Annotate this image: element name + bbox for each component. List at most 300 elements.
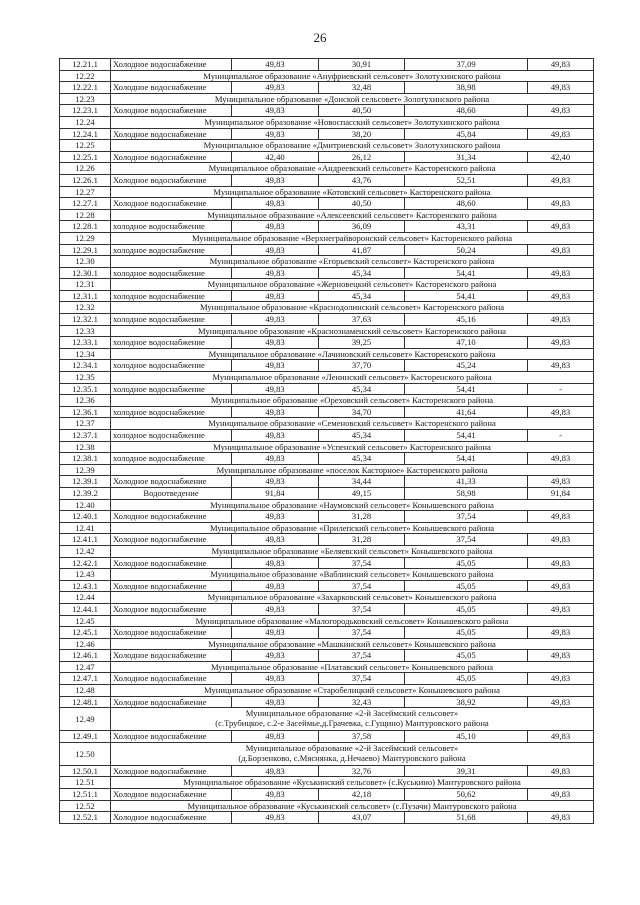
- municipality-row: [60, 800, 594, 812]
- value-4: 49,83: [528, 673, 594, 685]
- value-2: 49,15: [319, 487, 405, 499]
- row-code: 12.30: [60, 256, 111, 268]
- municipality-row: [60, 395, 594, 407]
- value-2: 40,50: [319, 105, 405, 117]
- value-2: 45,34: [319, 383, 405, 395]
- table-row: [60, 337, 594, 349]
- table-row: [60, 696, 594, 708]
- value-1: 49,83: [232, 603, 319, 615]
- value-4: 49,83: [528, 696, 594, 708]
- value-1: 49,83: [232, 511, 319, 523]
- value-1: 91,84: [232, 487, 319, 499]
- row-code: 12.24: [60, 116, 111, 128]
- municipality-title: Муниципальное образование «Краснодолинский сельсовет» Касторенского района: [111, 302, 594, 314]
- row-code: 12.39.2: [60, 487, 111, 499]
- value-1: 49,83: [232, 534, 319, 546]
- value-4: 49,83: [528, 453, 594, 465]
- row-code: 12.28.1: [60, 221, 111, 233]
- value-1: 49,83: [232, 383, 319, 395]
- municipality-title: Муниципальное образование «Верхнеграйворонский сельсовет» Касторенского района: [111, 232, 594, 244]
- value-3: 54,41: [405, 267, 528, 279]
- row-code: 12.39: [60, 464, 111, 476]
- table-row: [60, 673, 594, 685]
- municipality-row: [60, 140, 594, 152]
- row-code: 12.29: [60, 232, 111, 244]
- value-2: 45,34: [319, 290, 405, 302]
- service-name: Холодное водоснабжение: [111, 580, 232, 592]
- row-code: 12.43: [60, 569, 111, 581]
- municipality-row: [60, 661, 594, 673]
- service-name: холодное водоснабжение: [111, 221, 232, 233]
- row-code: 12.39.1: [60, 476, 111, 488]
- value-3: 39,31: [405, 765, 528, 777]
- municipality-title: Муниципальное образование «Малогородьковский сельсовет» Конышевского района: [111, 615, 594, 627]
- table-row: [60, 383, 594, 395]
- municipality-row: [60, 372, 594, 384]
- value-4: 49,83: [528, 82, 594, 94]
- municipality-title-line-2: (д.Борзенково, с.Мяснянка, д.Нечаево) Мантуровского района: [238, 752, 466, 763]
- value-4: 49,83: [528, 557, 594, 569]
- value-1: 49,83: [232, 105, 319, 117]
- value-4: 49,83: [528, 198, 594, 210]
- value-1: 49,83: [232, 650, 319, 662]
- value-1: 49,83: [232, 267, 319, 279]
- value-4: 49,83: [528, 534, 594, 546]
- municipality-row: [60, 441, 594, 453]
- row-code: 12.26.1: [60, 174, 111, 186]
- municipality-title: Муниципальное образование «Жерновецкий сельсовет» Касторенского района: [111, 279, 594, 291]
- municipality-row: [60, 93, 594, 105]
- table-row: [60, 812, 594, 824]
- table-row: [60, 453, 594, 465]
- municipality-row: [60, 615, 594, 627]
- value-1: 49,83: [232, 337, 319, 349]
- value-2: 45,34: [319, 267, 405, 279]
- row-code: 12.41.1: [60, 534, 111, 546]
- service-name: холодное водоснабжение: [111, 360, 232, 372]
- value-3: 47,10: [405, 337, 528, 349]
- municipality-title: Муниципальное образование «Куськинский сельсовет» (с.Куськино) Мантуровского района: [111, 777, 594, 789]
- table-row: [60, 105, 594, 117]
- row-code: 12.52: [60, 800, 111, 812]
- service-name: Холодное водоснабжение: [111, 128, 232, 140]
- row-code: 12.52.1: [60, 812, 111, 824]
- service-name: холодное водоснабжение: [111, 267, 232, 279]
- table-row: [60, 476, 594, 488]
- value-1: 49,83: [232, 198, 319, 210]
- value-4: 49,83: [528, 789, 594, 801]
- table-row: [60, 557, 594, 569]
- row-code: 12.45.1: [60, 627, 111, 639]
- row-code: 12.50.1: [60, 765, 111, 777]
- value-1: 49,83: [232, 673, 319, 685]
- service-name: Холодное водоснабжение: [111, 198, 232, 210]
- value-3: 45,05: [405, 627, 528, 639]
- municipality-title: Муниципальное образование «Куськинский сельсовет» (с.Пузачи) Мантуровского района: [111, 800, 594, 812]
- service-name: Холодное водоснабжение: [111, 557, 232, 569]
- value-2: 31,28: [319, 511, 405, 523]
- row-code: 12.37.1: [60, 430, 111, 442]
- municipality-title: Муниципальное образование «Наумовский сельсовет» Конышевского района: [111, 499, 594, 511]
- value-3: 45,16: [405, 314, 528, 326]
- value-2: 32,48: [319, 82, 405, 94]
- municipality-title: Муниципальное образование «Котовский сельсовет» Касторенского района: [111, 186, 594, 198]
- table-row: [60, 406, 594, 418]
- value-2: 41,87: [319, 244, 405, 256]
- value-1: 49,83: [232, 82, 319, 94]
- value-2: 37,54: [319, 673, 405, 685]
- row-code: 12.22.1: [60, 82, 111, 94]
- municipality-row: [60, 685, 594, 697]
- value-3: 48,60: [405, 105, 528, 117]
- value-2: 37,58: [319, 731, 405, 743]
- value-4: 49,83: [528, 337, 594, 349]
- service-name: Холодное водоснабжение: [111, 151, 232, 163]
- table-row: [60, 650, 594, 662]
- row-code: 12.49.1: [60, 731, 111, 743]
- value-1: 49,83: [232, 453, 319, 465]
- municipality-row: [60, 708, 594, 731]
- value-3: 58,98: [405, 487, 528, 499]
- row-code: 12.46: [60, 638, 111, 650]
- municipality-row: [60, 232, 594, 244]
- table-row: [60, 221, 594, 233]
- row-code: 12.27.1: [60, 198, 111, 210]
- table-row: [60, 603, 594, 615]
- municipality-title: Муниципальное образование «Ваблинский сельсовет» Конышевского района: [111, 569, 594, 581]
- municipality-title: Муниципальное образование «Захарковский сельсовет» Конышевского района: [111, 592, 594, 604]
- row-code: 12.38.1: [60, 453, 111, 465]
- table-row: [60, 627, 594, 639]
- value-4: 49,83: [528, 290, 594, 302]
- municipality-title: Муниципальное образование «Старобелицкий сельсовет» Конышевского района: [111, 685, 594, 697]
- value-2: 43,76: [319, 174, 405, 186]
- value-4: 49,83: [528, 360, 594, 372]
- row-code: 12.33.1: [60, 337, 111, 349]
- service-name: Холодное водоснабжение: [111, 812, 232, 824]
- value-2: 36,09: [319, 221, 405, 233]
- municipality-title: Муниципальное образование «Машкинский сельсовет» Конышевского района: [111, 638, 594, 650]
- municipality-row: [60, 777, 594, 789]
- row-code: 12.41: [60, 522, 111, 534]
- service-name: Холодное водоснабжение: [111, 789, 232, 801]
- value-2: 34,70: [319, 406, 405, 418]
- value-3: 45,05: [405, 580, 528, 592]
- municipality-row: [60, 302, 594, 314]
- row-code: 12.51: [60, 777, 111, 789]
- municipality-row: [60, 279, 594, 291]
- value-4: 49,83: [528, 650, 594, 662]
- value-3: 43,31: [405, 221, 528, 233]
- value-4: 49,83: [528, 59, 594, 71]
- row-code: 12.30.1: [60, 267, 111, 279]
- value-4: 49,83: [528, 244, 594, 256]
- value-2: 37,54: [319, 557, 405, 569]
- table-row: [60, 198, 594, 210]
- municipality-row: [60, 163, 594, 175]
- value-1: 49,83: [232, 221, 319, 233]
- municipality-title: Муниципальное образование «Ленинский сельсовет» Касторенского района: [111, 372, 594, 384]
- municipality-title: Муниципальное образование «Беляевский сельсовет» Конышевского района: [111, 545, 594, 557]
- value-3: 54,41: [405, 430, 528, 442]
- municipality-row: [60, 70, 594, 82]
- service-name: Холодное водоснабжение: [111, 59, 232, 71]
- row-code: 12.22: [60, 70, 111, 82]
- value-1: 49,83: [232, 290, 319, 302]
- municipality-row: [60, 348, 594, 360]
- value-1: 49,83: [232, 557, 319, 569]
- row-code: 12.48.1: [60, 696, 111, 708]
- value-1: 49,83: [232, 406, 319, 418]
- value-1: 49,83: [232, 128, 319, 140]
- value-3: 45,05: [405, 673, 528, 685]
- row-code: 12.48: [60, 685, 111, 697]
- service-name: Холодное водоснабжение: [111, 105, 232, 117]
- municipality-row: [60, 418, 594, 430]
- value-4: -: [528, 430, 594, 442]
- value-3: 45,05: [405, 650, 528, 662]
- value-1: 49,83: [232, 360, 319, 372]
- municipality-title: Муниципальное образование «поселок Касторное» Касторенского района: [111, 464, 594, 476]
- value-3: 38,92: [405, 696, 528, 708]
- value-1: 49,83: [232, 580, 319, 592]
- municipality-title: Муниципальное образование «Прилепский сельсовет» Конышевского района: [111, 522, 594, 534]
- value-3: 31,34: [405, 151, 528, 163]
- municipality-title: Муниципальное образование «Новоспасский сельсовет» Золотухинского района: [111, 116, 594, 128]
- table-row: [60, 731, 594, 743]
- value-1: 49,83: [232, 812, 319, 824]
- value-4: 49,83: [528, 267, 594, 279]
- value-1: 49,83: [232, 430, 319, 442]
- service-name: холодное водоснабжение: [111, 430, 232, 442]
- value-4: 49,83: [528, 511, 594, 523]
- municipality-title: Муниципальное образование «Успенский сельсовет» Касторенского района: [111, 441, 594, 453]
- service-name: холодное водоснабжение: [111, 314, 232, 326]
- row-code: 12.47.1: [60, 673, 111, 685]
- municipality-row: [60, 545, 594, 557]
- table-row: [60, 360, 594, 372]
- row-code: 12.25: [60, 140, 111, 152]
- value-3: 52,51: [405, 174, 528, 186]
- value-1: 49,83: [232, 627, 319, 639]
- service-name: Холодное водоснабжение: [111, 82, 232, 94]
- table-row: [60, 430, 594, 442]
- value-2: 37,54: [319, 603, 405, 615]
- row-code: 12.35.1: [60, 383, 111, 395]
- service-name: Холодное водоснабжение: [111, 627, 232, 639]
- row-code: 12.29.1: [60, 244, 111, 256]
- value-4: 49,83: [528, 603, 594, 615]
- row-code: 12.32: [60, 302, 111, 314]
- value-1: 49,83: [232, 731, 319, 743]
- municipality-row: [60, 256, 594, 268]
- value-1: 42,40: [232, 151, 319, 163]
- table-row: [60, 174, 594, 186]
- row-code: 12.24.1: [60, 128, 111, 140]
- municipality-title: [111, 742, 594, 765]
- value-3: 45,10: [405, 731, 528, 743]
- table-row: [60, 487, 594, 499]
- value-2: 37,70: [319, 360, 405, 372]
- page-number: 26: [313, 30, 327, 45]
- row-code: 12.36: [60, 395, 111, 407]
- value-4: 49,83: [528, 105, 594, 117]
- municipality-row: [60, 325, 594, 337]
- row-code: 12.21.1: [60, 59, 111, 71]
- service-name: Холодное водоснабжение: [111, 696, 232, 708]
- municipality-row: [60, 569, 594, 581]
- municipality-title-line-1: Муниципальное образование «2-й Засеймский сельсовет»: [245, 708, 459, 719]
- service-name: холодное водоснабжение: [111, 383, 232, 395]
- municipality-row: [60, 186, 594, 198]
- municipality-row: [60, 116, 594, 128]
- row-code: 12.31.1: [60, 290, 111, 302]
- row-code: 12.50: [60, 742, 111, 765]
- service-name: Холодное водоснабжение: [111, 511, 232, 523]
- municipality-title: Муниципальное образование «Андреевский сельсовет» Касторенского района: [111, 163, 594, 175]
- row-code: 12.27: [60, 186, 111, 198]
- municipality-title: Муниципальное образование «Ануфриевский сельсовет» Золотухинского района: [111, 70, 594, 82]
- row-code: 12.42: [60, 545, 111, 557]
- value-4: -: [528, 383, 594, 395]
- value-3: 48,60: [405, 198, 528, 210]
- service-name: холодное водоснабжение: [111, 453, 232, 465]
- table-row: [60, 267, 594, 279]
- value-2: 45,34: [319, 430, 405, 442]
- row-code: 12.51.1: [60, 789, 111, 801]
- value-4: 49,83: [528, 476, 594, 488]
- value-1: 49,83: [232, 696, 319, 708]
- table-row: [60, 128, 594, 140]
- row-code: 12.32.1: [60, 314, 111, 326]
- value-2: 30,91: [319, 59, 405, 71]
- municipality-row: [60, 638, 594, 650]
- row-code: 12.46.1: [60, 650, 111, 662]
- municipality-row: [60, 464, 594, 476]
- row-code: 12.44.1: [60, 603, 111, 615]
- table-row: [60, 59, 594, 71]
- value-2: 31,28: [319, 534, 405, 546]
- municipality-row: [60, 499, 594, 511]
- municipality-row: [60, 522, 594, 534]
- row-code: 12.38: [60, 441, 111, 453]
- row-code: 12.47: [60, 661, 111, 673]
- service-name: Водоотведение: [111, 487, 232, 499]
- table-row: [60, 151, 594, 163]
- service-name: Холодное водоснабжение: [111, 603, 232, 615]
- value-3: 45,84: [405, 128, 528, 140]
- municipality-title: Муниципальное образование «Егорьевский сельсовет» Касторенского района: [111, 256, 594, 268]
- value-2: 37,54: [319, 650, 405, 662]
- value-3: 50,24: [405, 244, 528, 256]
- value-2: 45,34: [319, 453, 405, 465]
- municipality-title-line-1: Муниципальное образование «2-й Засеймский сельсовет»: [245, 742, 459, 753]
- service-name: холодное водоснабжение: [111, 406, 232, 418]
- value-4: 49,83: [528, 765, 594, 777]
- table-row: [60, 244, 594, 256]
- row-code: 12.26: [60, 163, 111, 175]
- value-3: 50,62: [405, 789, 528, 801]
- value-3: 54,41: [405, 383, 528, 395]
- tariff-table: [59, 58, 594, 824]
- row-code: 12.33: [60, 325, 111, 337]
- municipality-row: [60, 592, 594, 604]
- municipality-title: Муниципальное образование «Ореховский сельсовет» Касторенского района: [111, 395, 594, 407]
- value-2: 26,12: [319, 151, 405, 163]
- municipality-title: Муниципальное образование «Дмитриевский сельсовет» Золотухинского района: [111, 140, 594, 152]
- value-2: 38,20: [319, 128, 405, 140]
- row-code: 12.23: [60, 93, 111, 105]
- value-4: 49,83: [528, 731, 594, 743]
- municipality-title: Муниципальное образование «Семеновский сельсовет» Касторенского района: [111, 418, 594, 430]
- value-3: 37,54: [405, 511, 528, 523]
- value-1: 49,83: [232, 59, 319, 71]
- value-1: 49,83: [232, 765, 319, 777]
- municipality-title: Муниципальное образование «Донской сельсовет» Золотухинского района: [111, 93, 594, 105]
- value-3: 45,05: [405, 603, 528, 615]
- row-code: 12.35: [60, 372, 111, 384]
- value-3: 37,09: [405, 59, 528, 71]
- service-name: холодное водоснабжение: [111, 244, 232, 256]
- value-3: 45,05: [405, 557, 528, 569]
- value-2: 42,18: [319, 789, 405, 801]
- service-name: Холодное водоснабжение: [111, 731, 232, 743]
- municipality-title: Муниципальное образование «Платавский сельсовет» Конышевского района: [111, 661, 594, 673]
- row-code: 12.42.1: [60, 557, 111, 569]
- table-row: [60, 290, 594, 302]
- row-code: 12.44: [60, 592, 111, 604]
- service-name: Холодное водоснабжение: [111, 650, 232, 662]
- table-row: [60, 82, 594, 94]
- value-3: 54,41: [405, 453, 528, 465]
- value-2: 34,44: [319, 476, 405, 488]
- row-code: 12.43.1: [60, 580, 111, 592]
- value-1: 49,83: [232, 476, 319, 488]
- value-4: 49,83: [528, 221, 594, 233]
- value-3: 54,41: [405, 290, 528, 302]
- municipality-title: Муниципальное образование «Алексеевский сельсовет» Касторенского района: [111, 209, 594, 221]
- table-row: [60, 580, 594, 592]
- row-code: 12.37: [60, 418, 111, 430]
- municipality-row: [60, 742, 594, 765]
- value-3: 51,68: [405, 812, 528, 824]
- row-code: 12.49: [60, 708, 111, 731]
- value-3: 37,54: [405, 534, 528, 546]
- value-1: 49,83: [232, 314, 319, 326]
- value-4: 49,83: [528, 314, 594, 326]
- value-3: 45,24: [405, 360, 528, 372]
- row-code: 12.40: [60, 499, 111, 511]
- table-row: [60, 765, 594, 777]
- table-row: [60, 789, 594, 801]
- tariff-table-body: [60, 59, 594, 824]
- value-2: 37,54: [319, 580, 405, 592]
- value-4: 49,83: [528, 406, 594, 418]
- value-1: 49,83: [232, 244, 319, 256]
- value-2: 40,50: [319, 198, 405, 210]
- row-code: 12.23.1: [60, 105, 111, 117]
- table-row: [60, 534, 594, 546]
- value-4: 49,83: [528, 580, 594, 592]
- value-3: 41,64: [405, 406, 528, 418]
- value-2: 39,25: [319, 337, 405, 349]
- row-code: 12.25.1: [60, 151, 111, 163]
- row-code: 12.34: [60, 348, 111, 360]
- value-2: 43,07: [319, 812, 405, 824]
- service-name: холодное водоснабжение: [111, 337, 232, 349]
- service-name: холодное водоснабжение: [111, 290, 232, 302]
- row-code: 12.40.1: [60, 511, 111, 523]
